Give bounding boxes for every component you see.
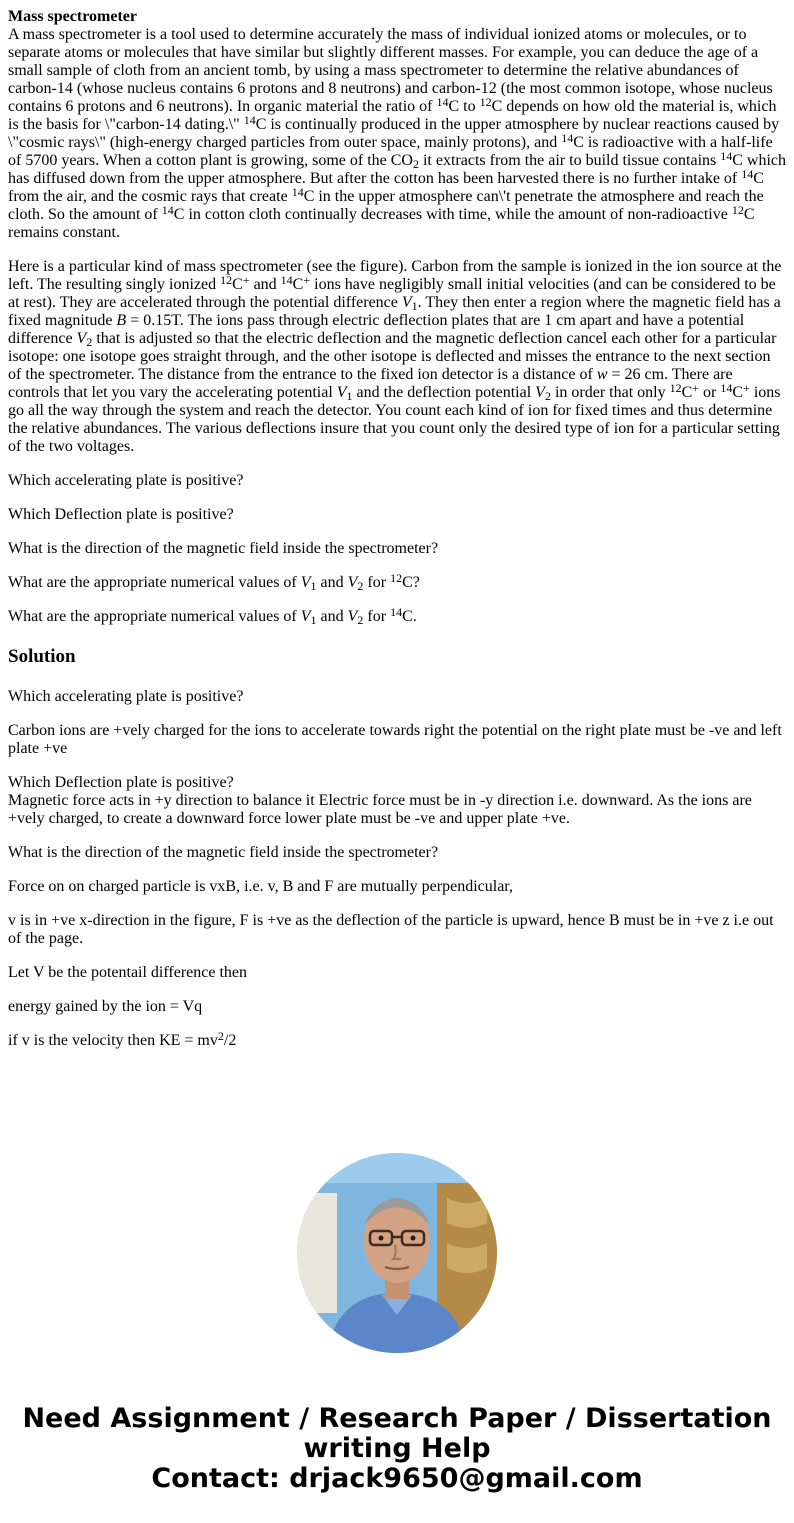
question-3: What is the direction of the magnetic field inside the spectrometer? (8, 540, 439, 557)
banner-line-1: Need Assignment / Research Paper / Dissertation (22, 1403, 772, 1434)
solution-question-3: What is the direction of the magnetic field inside the spectrometer? (8, 844, 439, 861)
solution-heading: Solution (8, 646, 76, 667)
solution-question-2: Which Deflection plate is positive? (8, 774, 234, 791)
portrait-illustration (297, 1153, 497, 1353)
document-title: Mass spectrometer (8, 8, 137, 25)
solution-answer-1: Carbon ions are +vely charged for the ions to accelerate towards right the potential on the right plate must be -ve and left plate +ve (8, 722, 782, 757)
solution-line-3: if v is the velocity then KE = $mv^2/2$ (8, 1029, 237, 1049)
solution-answer-2: Magnetic force acts in +y direction to balance it Electric force must be in -y direction i.e. downward. As the ions are +vely charged, to create a downward force lower plate must be -ve and upper plate +ve. (8, 792, 752, 827)
solution-line-1: Let V be the potentail difference then (8, 964, 248, 981)
setup-paragraph: Here is a particular kind of mass spectrometer (see the figure). Carbon from the sample is ionized in the ion source at the left. The resulting singly ionized $^{12}$C+ and $^{14}$C+ ions have negligibly small initial velocities (and can be considered to be at rest). They are accelerated through the potential difference $V_1$. They then enter a region where the magnetic field has a fixed magnitude B = 0.15T. The ions pass through electric deflection plates that are 1 cm apart and have a potential difference $V_2$ that is adjusted so that the electric deflection and the magnetic deflection cancel each other for a particular isotope: one isotope goes straight through, and the other isotope is deflected and misses the entrance to the next section of the spectrometer. The distance from the entrance to the fixed ion detector is a distance of w = 26 cm. There are controls that let you vary the accelerating potential $V_1$ and the deflection potential $V_2$ in order that only $^{12}$C+ or $^{14}$C+ ions go all the way through the system and reach the detector. You count each kind of ion for fixed times and thus determine the relative abundances. The various deflections insure that you count only the desired type of ion for a particular setting of the two voltages. (8, 258, 782, 455)
intro-paragraph: A mass spectrometer is a tool used to determine accurately the mass of individual ionized atoms or molecules, or to separate atoms or molecules that have similar but slightly different masses. For example, you can deduce the age of a small sample of cloth from an ancient tomb, by using a mass spectrometer to determine the relative abundances of carbon-14 (whose nucleus contains 6 protons and 8 neutrons) and carbon-12 (the most common isotope, whose nucleus contains 6 protons and 6 neutrons). In organic material the ratio of $^{14}$C to $^{12}$C depends on how old the material is, which is the basis for \"carbon-14 dating.\" $^{14}$C is continually produced in the upper atmosphere by nuclear reactions caused by \"cosmic rays\" (high-energy charged particles from outer space, mainly protons), and $^{14}$C is radioactive with a half-life of 5700 years. When a cotton plant is growing, some of the $CO_2$ it extracts from the air to build tissue contains $^{14}$C which has diffused down from the upper atmosphere. But after the cotton has been harvested there is no further intake of $^{14}$C from the air, and the cosmic rays that create $^{14}$C in the upper atmosphere can\'t penetrate the atmosphere and reach the cloth. So the amount of $^{14}$C in cotton cloth continually decreases with time, while the amount of non-radioactive $^{12}$C remains constant. (8, 26, 787, 241)
banner-line-2: writing Help (303, 1433, 491, 1464)
question-4: What are the appropriate numerical values of $V_1$ and $V_2$ for $^{12}$C? (8, 571, 420, 593)
solution-answer-3a: Force on on charged particle is vxB, i.e. v, B and F are mutually perpendicular, (8, 878, 513, 895)
help-banner (0, 1404, 794, 1494)
solution-question-1: Which accelerating plate is positive? (8, 688, 244, 705)
solution-line-2: energy gained by the ion = Vq (8, 998, 203, 1015)
solution-answer-3b: v is in +ve x-direction in the figure, F is +ve as the deflection of the particle is upward, hence B must be in +ve z i.e out of the page. (8, 912, 774, 947)
author-photo (297, 1153, 497, 1353)
question-1: Which accelerating plate is positive? (8, 472, 244, 489)
question-5: What are the appropriate numerical values of $V_1$ and $V_2$ for $^{14}$C. (8, 605, 417, 627)
banner-contact: Contact: drjack9650@gmail.com (151, 1463, 643, 1494)
avatar (297, 1153, 497, 1353)
question-2: Which Deflection plate is positive? (8, 506, 234, 523)
